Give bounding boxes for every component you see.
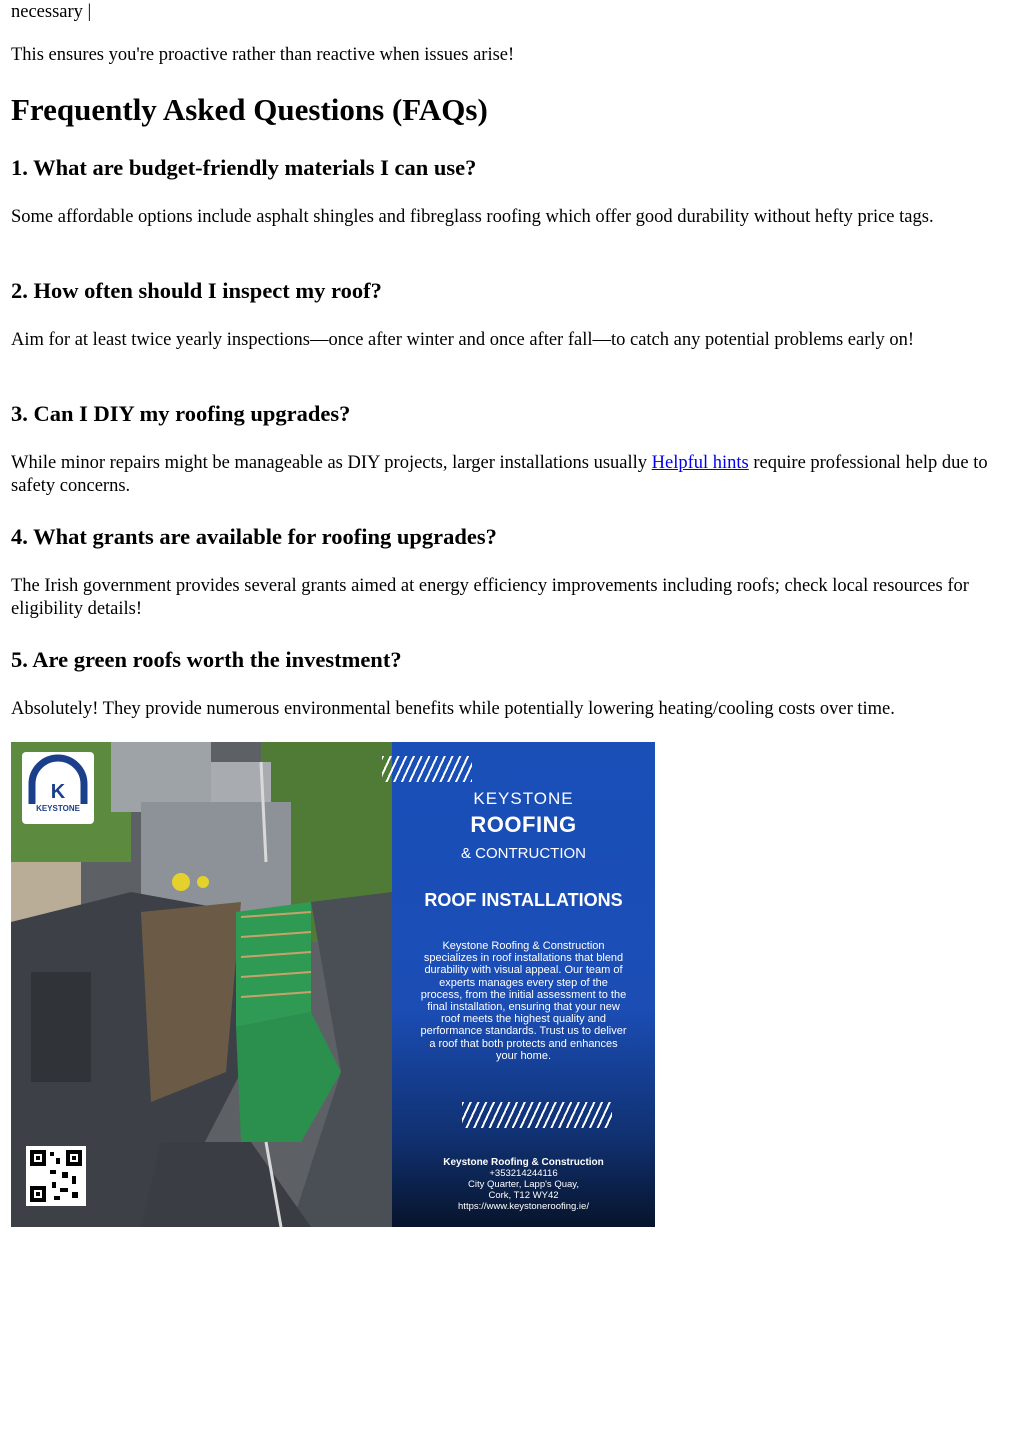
faq-question-2: 2. How often should I inspect my roof? [11,278,382,303]
contact-block [392,1157,655,1212]
faq-question-4: 4. What grants are available for roofing upgrades? [11,524,497,549]
faq-answer-4: The Irish government provides several grants aimed at energy efficiency improvements including roofs; check local resources for eligibility details! [11,576,969,619]
brand-line-3: & CONTRUCTION [461,845,586,862]
service-description: Keystone Roofing & Construction specializes in roof installations that blend durability with visual appeal. Our team of experts manages every step of the process, from the initial assessment to the final installation, ensuring that your new roof meets the highest quality and performance standards. Trust us to deliver a roof that both protects and enhances your home. [420,940,627,1062]
roof-photo [11,742,392,1227]
intro-sentence: This ensures you're proactive rather than reactive when issues arise! [11,45,515,65]
contact-name: Keystone Roofing & Construction [443,1157,604,1168]
contact-address-1: City Quarter, Lapp's Quay, [468,1179,579,1190]
brand-line-2: ROOFING [470,812,577,837]
hatch-decoration-top [382,756,472,782]
faq-question-5: 5. Are green roofs worth the investment? [11,647,402,672]
faq-answer-2: Aim for at least twice yearly inspections—once after winter and once after fall—to catch any potential problems early on! [11,330,915,350]
service-title: ROOF INSTALLATIONS [424,890,623,910]
contact-phone: +353214244116 [489,1168,558,1179]
brand-line-1: KEYSTONE [473,789,574,808]
contact-url: https://www.keystoneroofing.ie/ [458,1201,589,1212]
faq-answer-5: Absolutely! They provide numerous environmental benefits while potentially lowering heating/cooling costs over time. [11,699,895,719]
keystone-logo-icon [22,752,94,824]
promo-image [11,742,655,1227]
faq-answer-1: Some affordable options include asphalt shingles and fibreglass roofing which offer good durability without hefty price tags. [11,207,934,227]
hatch-decoration-bottom [462,1102,612,1128]
faq-answer-3-before: While minor repairs might be manageable as DIY projects, larger installations usually [11,453,652,473]
logo-text: KEYSTONE [36,804,80,813]
faq-answer-3-after: require professional help due to safety concerns. [11,453,988,496]
svg-text:K: K [50,781,66,803]
qr-code-icon [26,1146,86,1206]
helpful-hints-link[interactable]: Helpful hints [651,453,749,473]
top-fragment: necessary | [11,2,92,22]
promo-panel [392,742,655,1227]
faq-question-1: 1. What are budget-friendly materials I can use? [11,155,477,180]
faq-question-3: 3. Can I DIY my roofing upgrades? [11,401,351,426]
faq-answer-3 [11,452,1006,498]
contact-address-2: Cork, T12 WY42 [488,1190,559,1201]
faq-heading: Frequently Asked Questions (FAQs) [11,92,488,127]
